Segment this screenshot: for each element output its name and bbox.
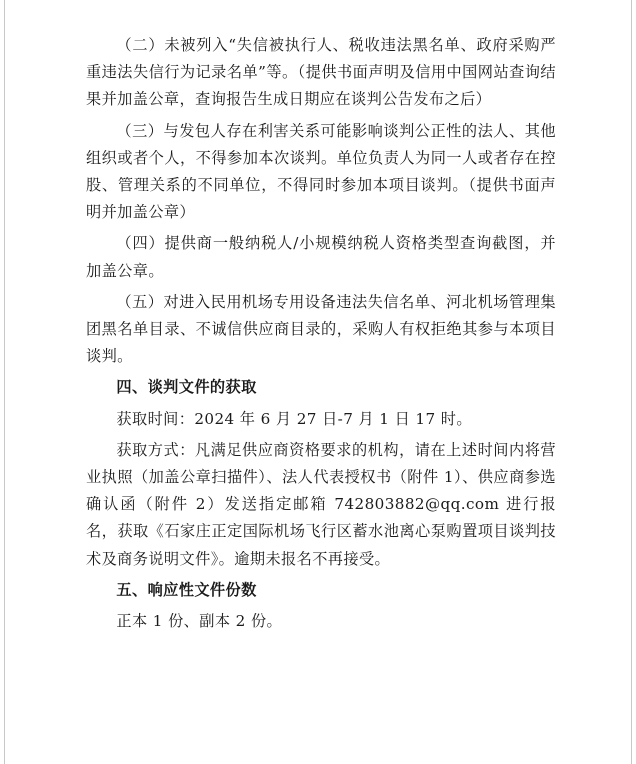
- page-right-edge: [631, 0, 632, 764]
- section-heading-response-copies: 五、响应性文件份数: [116, 580, 257, 599]
- paragraph-requirement-3: （三）与发包人存在利害关系可能影响谈判公正性的法人、其他组织或者个人，不得参加本次谈判。单位负责人为同一人或者存在控股、管理关系的不同单位，不得同时参加本项目谈判。（提供书面声明并加盖公章）: [86, 121, 556, 222]
- acquisition-method: 获取方式：凡满足供应商资格要求的机构，请在上述时间内将营业执照（加盖公章扫描件）、法人代表授权书（附件 1）、供应商参选确认函（附件 2）发送指定邮箱 742803882@qq.com 进行报名，获取《石家庄正定国际机场飞行区蓄水池离心泵购置项目谈判技术及商务说明文件》。逾期未报名不再接受。: [86, 440, 556, 568]
- paragraph-requirement-2: （二）未被列入“失信被执行人、税收违法黑名单、政府采购严重违法失信行为记录名单”等。（提供书面声明及信用中国网站查询结果并加盖公章，查询报告生成日期应在谈判公告发布之后）: [86, 36, 556, 109]
- document-body: [86, 32, 556, 635]
- paragraph-requirement-4: （四）提供商一般纳税人/小规模纳税人资格类型查询截图，并加盖公章。: [86, 234, 556, 280]
- paragraph-requirement-5: （五）对进入民用机场专用设备违法失信名单、河北机场管理集团黑名单目录、不诚信供应商目录的，采购人有权拒绝其参与本项目谈判。: [86, 292, 556, 366]
- section-heading-document-acquisition: 四、谈判文件的获取: [116, 378, 257, 397]
- acquisition-time: 获取时间：2024 年 6 月 27 日-7 月 1 日 17 时。: [116, 409, 472, 428]
- response-copies-count: 正本 1 份、副本 2 份。: [116, 612, 283, 631]
- page-left-edge: [4, 0, 5, 764]
